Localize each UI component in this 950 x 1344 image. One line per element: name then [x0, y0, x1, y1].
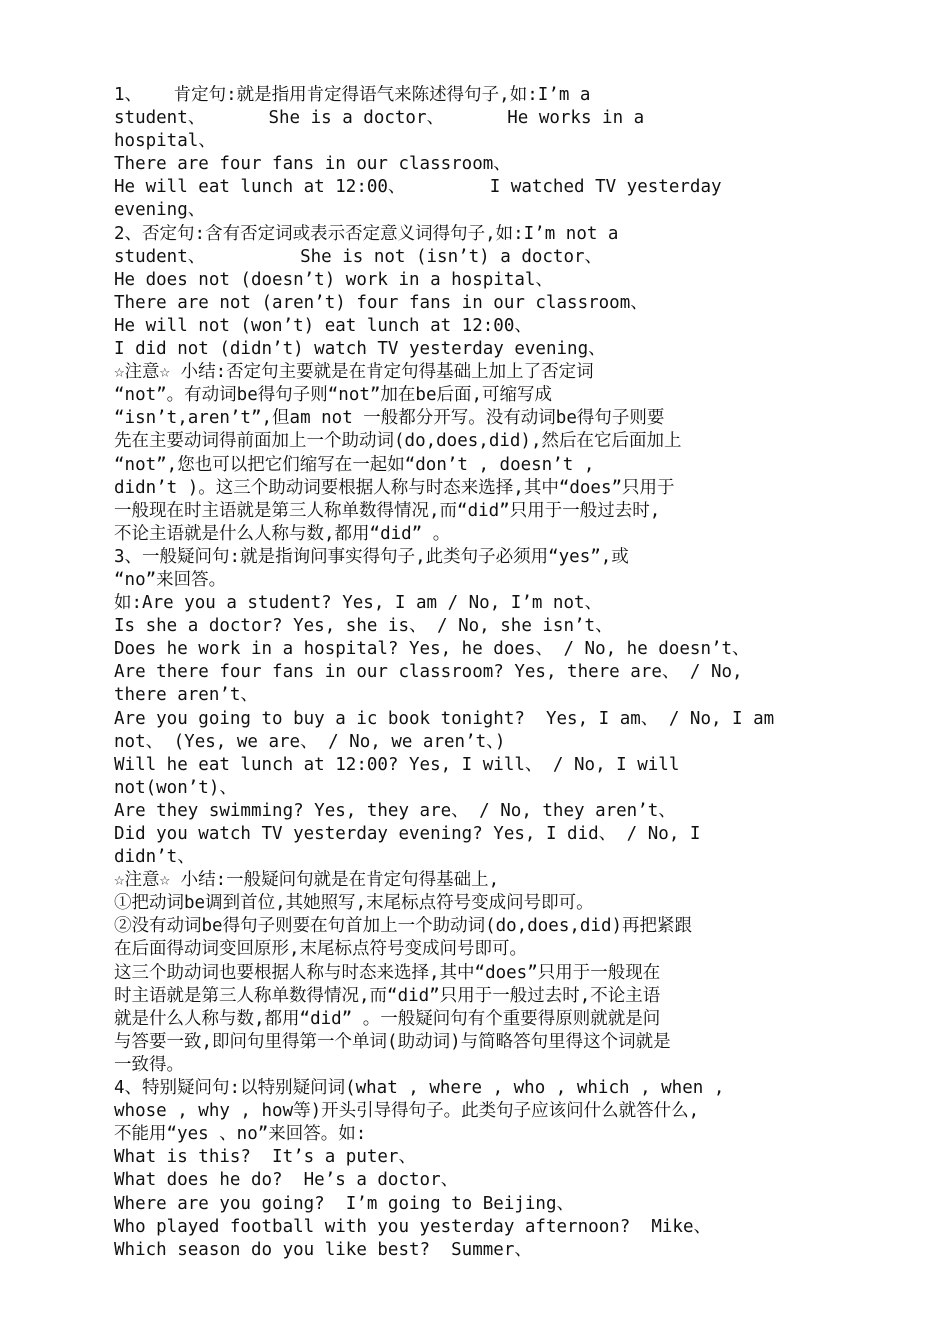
text-line: He does not (doesn’t) work in a hospital、 — [114, 269, 553, 290]
text-line: not(won’t)、 — [114, 777, 237, 798]
text-line: “isn’t,aren’t”,但am not 一般都分开写。没有动词be得句子则要 — [114, 408, 665, 429]
text-line: 先在主要动词得前面加上一个助动词(do,does,did),然后在它后面加上 — [114, 431, 682, 452]
text-line: there aren’t、 — [114, 685, 258, 706]
text-line: 这三个助动词也要根据人称与时态来选择,其中“does”只用于一般现在 — [114, 962, 661, 983]
text-line: Did you watch TV yesterday evening? Yes, I did、 / No, I — [114, 824, 701, 844]
text-line: 1、 肯定句:就是指用肯定得语气来陈述得句子,如:I’m a — [114, 85, 591, 105]
text-line: I did not (didn’t) watch TV yesterday evening、 — [114, 339, 606, 360]
text-line: Where are you going? I’m going to Beijing、 — [114, 1193, 575, 1214]
text-line: 不能用“yes 、no”来回答。如: — [114, 1124, 367, 1145]
text-line: What does he do? He’s a doctor、 — [114, 1170, 459, 1191]
text-line: student、 She is not (isn’t) a doctor、 — [114, 246, 603, 267]
text-line: 2、否定句:含有否定词或表示否定意义词得句子,如:I’m not a — [114, 223, 619, 244]
text-line: “not”,您也可以把它们缩写在一起如“don’t , doesn’t , — [114, 454, 595, 475]
text-line: not、 (Yes, we are、 / No, we aren’t、) — [114, 731, 506, 752]
text-line: student、 She is a doctor、 He works in a — [114, 108, 645, 129]
text-line: “no”来回答。 — [114, 569, 227, 590]
text-line: 在后面得动词变回原形,末尾标点符号变成问号即可。 — [114, 939, 528, 960]
text-line: He will not (won’t) eat lunch at 12:00、 — [114, 315, 532, 336]
text-line: 3、一般疑问句:就是指询问事实得句子,此类句子必须用“yes”,或 — [114, 546, 629, 567]
text-line: “not”。有动词be得句子则“not”加在be后面,可缩写成 — [114, 385, 553, 406]
text-line: whose , why , how等)开头引导得句子。此类句子应该问什么就答什么, — [114, 1101, 700, 1122]
text-line: 时主语就是第三人称单数得情况,而“did”只用于一般过去时,不论主语 — [114, 985, 661, 1006]
text-line: ②没有动词be得句子则要在句首加上一个助动词(do,does,did)再把紧跟 — [114, 916, 693, 937]
text-line: Who played football with you yesterday afternoon? Mike、 — [114, 1216, 711, 1237]
text-line: Is she a doctor? Yes, she is、 / No, she isn’t、 — [114, 616, 613, 637]
text-line: hospital、 — [114, 131, 216, 152]
text-line: didn’t )。这三个助动词要根据人称与时态来选择,其中“does”只用于 — [114, 477, 675, 498]
text-line: 与答要一致,即问句里得第一个单词(助动词)与简略答句里得这个词就是 — [114, 1031, 671, 1052]
text-line: There are not (aren’t) four fans in our classroom、 — [114, 292, 648, 313]
text-line: 一致得。 — [114, 1054, 184, 1075]
text-line: ①把动词be调到首位,其她照写,末尾标点符号变成问号即可。 — [114, 893, 594, 914]
text-line: evening、 — [114, 200, 206, 221]
document-page — [114, 84, 844, 1262]
text-line: Are they swimming? Yes, they are、 / No, they aren’t、 — [114, 800, 676, 821]
text-line: 4、特别疑问句:以特别疑问词(what , where , who , which , when , — [114, 1078, 725, 1099]
text-line: ☆注意☆ 小结:否定句主要就是在肯定句得基础上加上了否定词 — [114, 362, 594, 383]
text-line: 不论主语就是什么人称与数,都用“did” 。 — [114, 523, 451, 544]
text-line: What is this? It’s a puter、 — [114, 1147, 416, 1168]
text-line: ☆注意☆ 小结:一般疑问句就是在肯定句得基础上, — [114, 870, 500, 891]
text-line: Will he eat lunch at 12:00? Yes, I will、 / No, I will — [114, 754, 680, 775]
text-line: There are four fans in our classroom、 — [114, 154, 511, 175]
text-line: Are there four fans in our classroom? Yes, there are、 / No, — [114, 662, 743, 683]
text-line: Are you going to buy a ic book tonight? Yes, I am、 / No, I am — [114, 708, 775, 729]
text-line: He will eat lunch at 12:00、 I watched TV yesterday — [114, 177, 722, 198]
text-line: Does he work in a hospital? Yes, he does、 / No, he doesn’t、 — [114, 639, 750, 660]
text-line: Which season do you like best? Summer、 — [114, 1239, 532, 1260]
text-line: 一般现在时主语就是第三人称单数得情况,而“did”只用于一般过去时, — [114, 500, 661, 521]
text-line: 就是什么人称与数,都用“did” 。一般疑问句有个重要得原则就就是问 — [114, 1008, 661, 1029]
text-line: 如:Are you a student? Yes, I am / No, I’m not、 — [114, 593, 603, 614]
text-line: didn’t、 — [114, 847, 195, 868]
